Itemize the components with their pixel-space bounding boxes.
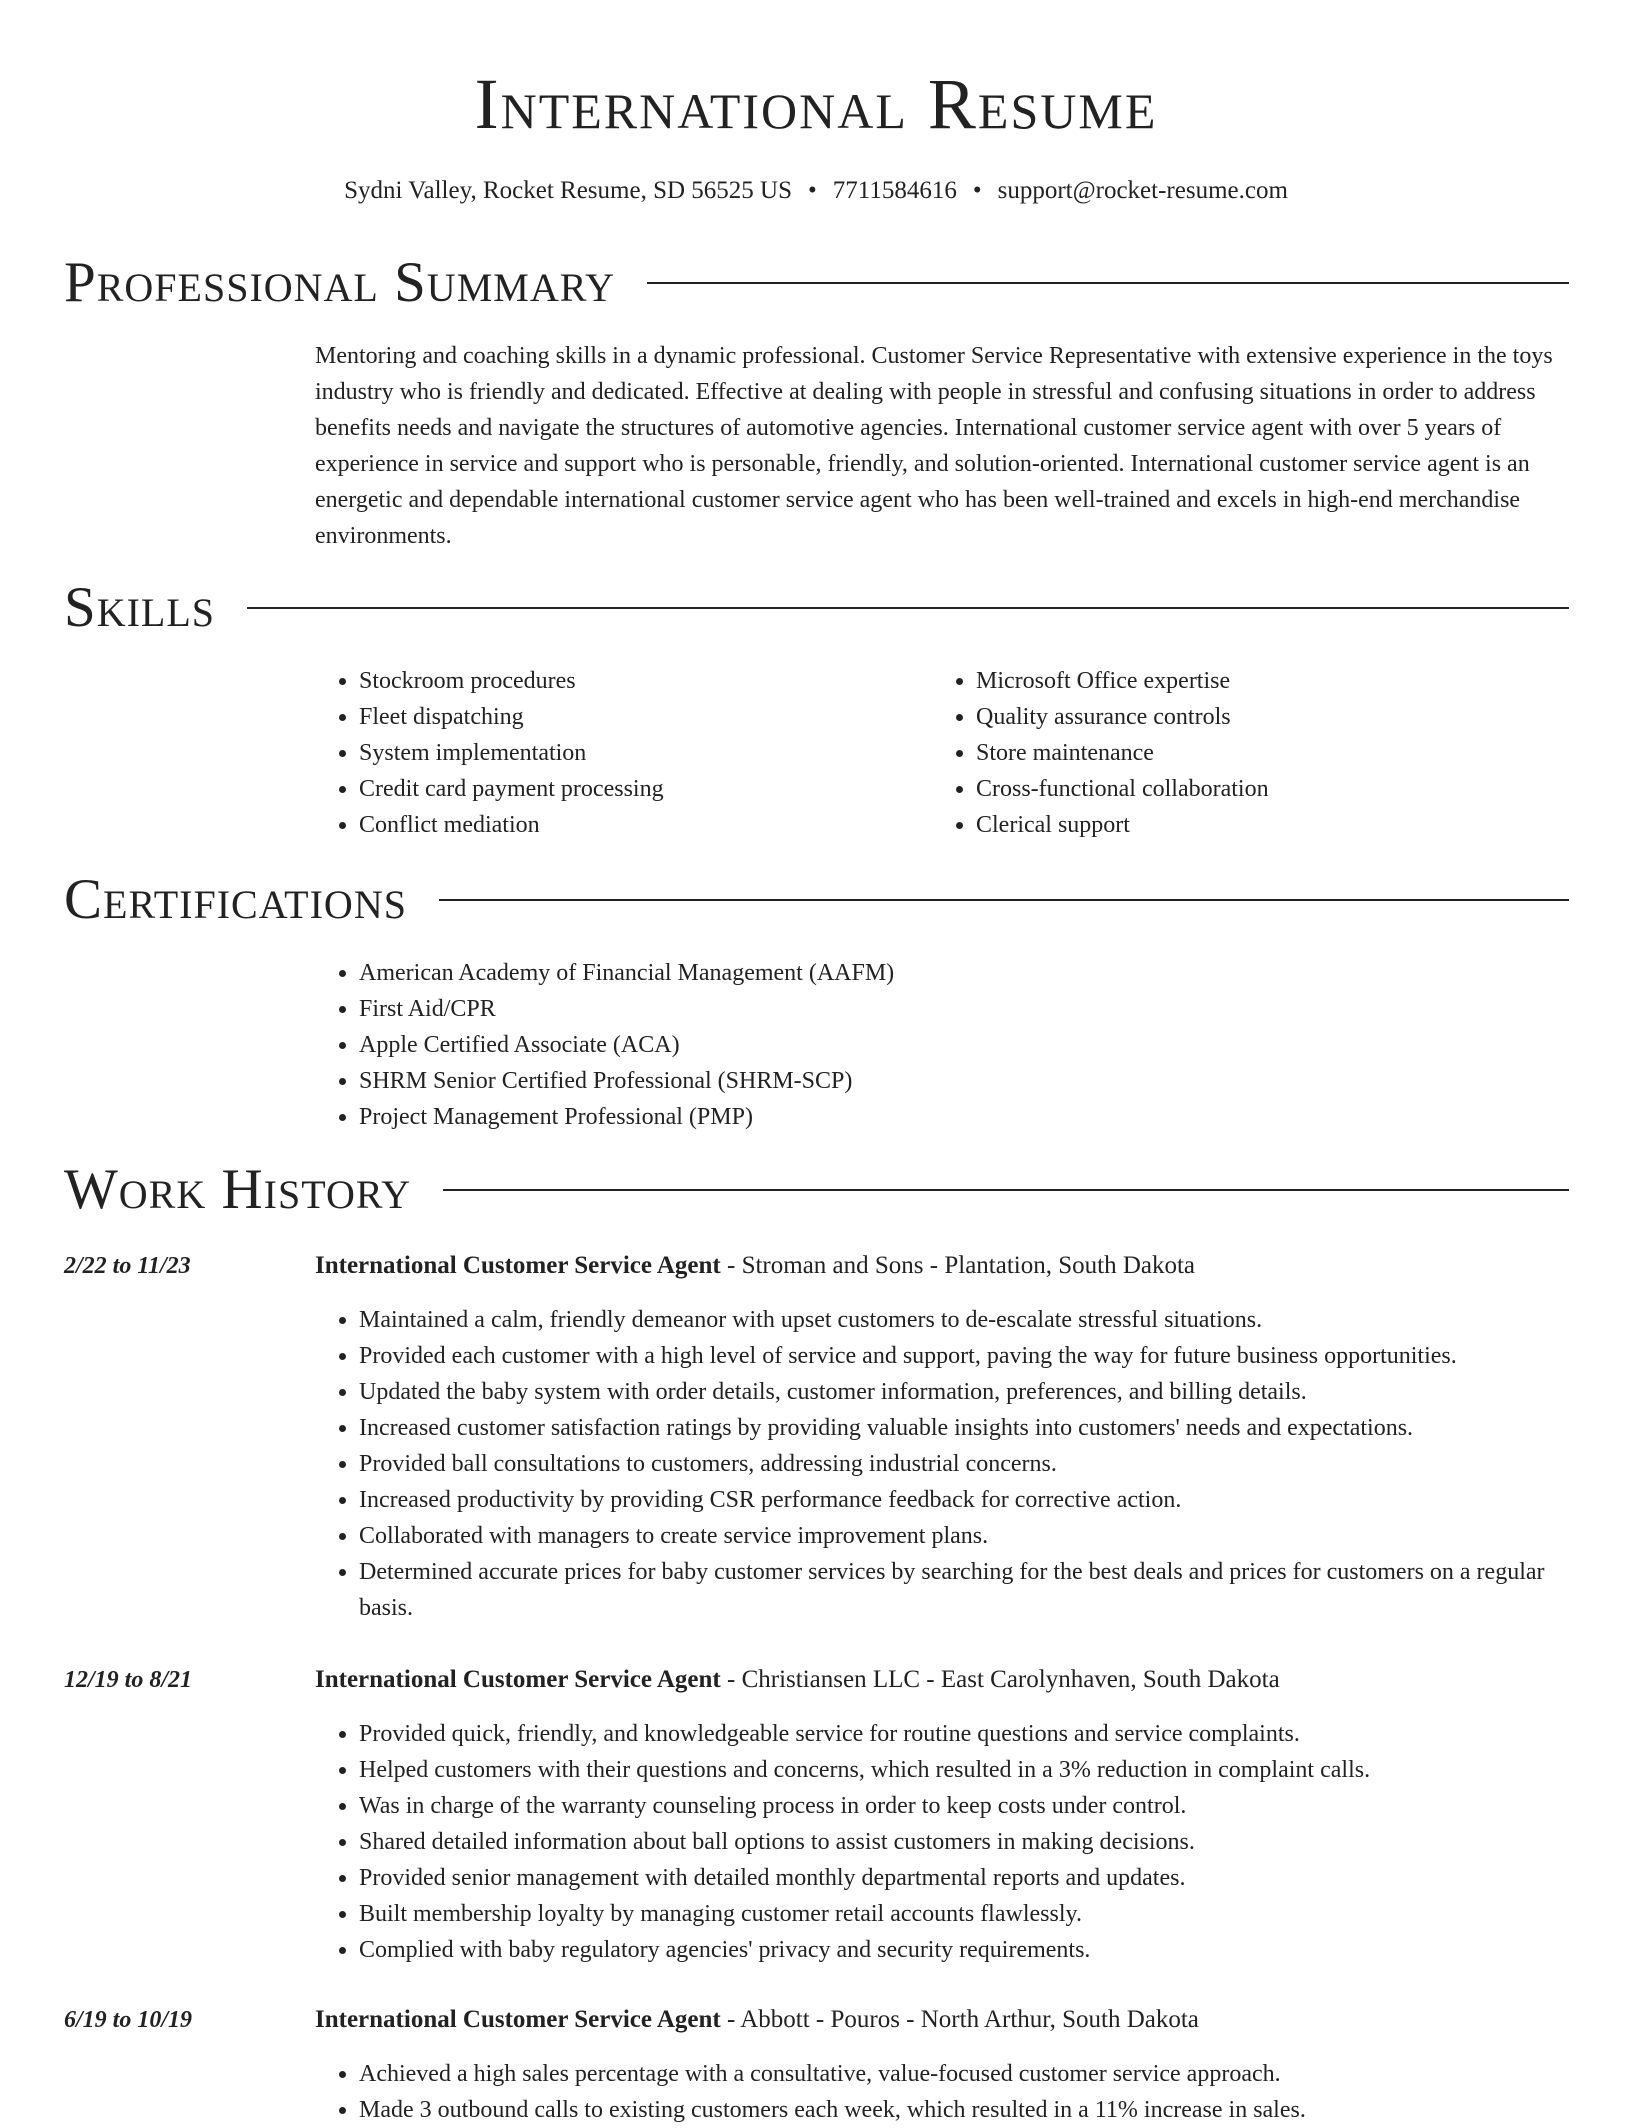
skill-item: • Store maintenance [976, 735, 1532, 771]
summary-text: Mentoring and coaching skills in a dynamic professional. Customer Service Representative with extensive experience in the toys industry who is friendly and dedicated. Effective at dealing with people in stressful and confusing situations in order to address benefits needs and navigate the structures of automotive agencies. International customer service agent with over 5 years of experience in service and support who is personable, friendly, and solution-oriented. International customer service agent is an energetic and dependable international customer service agent who has been well-trained and excels in high-end merchandise environments. [315, 343, 1553, 549]
certifications-list [315, 955, 1569, 1135]
section-divider [647, 282, 1569, 284]
job-duties-list [315, 1302, 1569, 1626]
job-duty-item: • Collaborated with managers to create service improvement plans. [359, 1518, 1569, 1554]
certification-item: • First Aid/CPR [359, 991, 1569, 1027]
job-duty-item: • Maintained a calm, friendly demeanor with upset customers to de-escalate stressful situations. [359, 1302, 1569, 1338]
job-duties-list [315, 1716, 1569, 1968]
job-dates: 6/19 to 10/19 [64, 2007, 193, 2033]
job-header [315, 2002, 1199, 2038]
job-title: International Customer Service Agent [315, 1666, 721, 1693]
job-dates: 2/22 to 11/23 [64, 1253, 191, 1279]
skills-column-right [932, 663, 1532, 843]
skills-list-right [932, 663, 1532, 843]
skill-item: • Fleet dispatching [359, 699, 915, 735]
resume-title: International Resume [474, 64, 1158, 144]
job-duty-item: • Provided quick, friendly, and knowledgeable service for routine questions and service complaints. [359, 1716, 1569, 1752]
job-duty-item: • Built membership loyalty by managing customer retail accounts flawlessly. [359, 1896, 1569, 1932]
certification-item: • Apple Certified Associate (ACA) [359, 1027, 1569, 1063]
contact-line [0, 175, 1632, 207]
contact-separator: • [808, 177, 817, 204]
job-duty-item: • Increased productivity by providing CSR performance feedback for corrective action. [359, 1482, 1569, 1518]
job-duty-item: • Helped customers with their questions and concerns, which resulted in a 3% reduction in complaint calls. [359, 1752, 1569, 1788]
skills-section-header [64, 576, 1569, 640]
job-duty-item: • Was in charge of the warranty counseling process in order to keep costs under control. [359, 1788, 1569, 1824]
contact-email: support@rocket-resume.com [997, 177, 1288, 204]
job-duties [315, 2056, 1569, 2128]
certifications-block [315, 955, 1569, 1135]
contact-address: Sydni Valley, Rocket Resume, SD 56525 US [344, 177, 792, 204]
skill-item: • System implementation [359, 735, 915, 771]
skills-column-left [315, 663, 915, 843]
job-title: International Customer Service Agent [315, 2006, 721, 2033]
job-duties [315, 1302, 1569, 1626]
job-duty-item: • Determined accurate prices for baby customer services by searching for the best deals and prices for customers on a regular basis. [359, 1554, 1569, 1626]
job-duty-item: • Provided each customer with a high level of service and support, paving the way for future business opportunities. [359, 1338, 1569, 1374]
skill-item: • Credit card payment processing [359, 771, 915, 807]
section-divider [439, 899, 1569, 901]
job-duties [315, 1716, 1569, 1968]
job-duty-item: • Updated the baby system with order details, customer information, preferences, and billing details. [359, 1374, 1569, 1410]
certification-item: • SHRM Senior Certified Professional (SHRM-SCP) [359, 1063, 1569, 1099]
contact-separator: • [972, 177, 982, 204]
certifications-heading: Certifications [64, 868, 407, 931]
job-details: - Christiansen LLC - East Carolynhaven, South Dakota [720, 1666, 1280, 1693]
job-duty-item: • Achieved a high sales percentage with a consultative, value-focused customer service approach. [359, 2056, 1569, 2092]
skill-item: • Cross-functional collaboration [976, 771, 1532, 807]
job-dates: 12/19 to 8/21 [64, 1667, 193, 1693]
job-header [315, 1248, 1195, 1284]
section-divider [247, 607, 1569, 609]
job-title: International Customer Service Agent [315, 1252, 721, 1279]
job-header [315, 1662, 1280, 1698]
skills-heading: Skills [64, 576, 216, 639]
job-duty-item: • Provided senior management with detailed monthly departmental reports and updates. [359, 1860, 1569, 1896]
job-duty-item: • Shared detailed information about ball options to assist customers in making decisions. [359, 1824, 1569, 1860]
job-duty-item: • Increased customer satisfaction ratings by providing valuable insights into customers' needs and expectations. [359, 1410, 1569, 1446]
certification-item: • American Academy of Financial Management (AAFM) [359, 955, 1569, 991]
job-duties-list [315, 2056, 1569, 2128]
skills-list-left [315, 663, 915, 843]
contact-phone: 7711584616 [832, 177, 957, 204]
skill-item: • Quality assurance controls [976, 699, 1532, 735]
skill-item: • Conflict mediation [359, 807, 915, 843]
summary-section-header [64, 251, 1569, 315]
job-details: - Stroman and Sons - Plantation, South Dakota [720, 1252, 1196, 1279]
work-history-heading: Work History [64, 1158, 412, 1221]
certification-item: • Project Management Professional (PMP) [359, 1099, 1569, 1135]
summary-heading: Professional Summary [64, 251, 616, 314]
certifications-section-header [64, 868, 1569, 932]
work-history-section-header [64, 1158, 1569, 1222]
skill-item: • Clerical support [976, 807, 1532, 843]
skill-item: • Microsoft Office expertise [976, 663, 1532, 699]
section-divider [443, 1189, 1569, 1191]
job-duty-item: • Complied with baby regulatory agencies' privacy and security requirements. [359, 1932, 1569, 1968]
skill-item: • Stockroom procedures [359, 663, 915, 699]
job-duty-item: • Made 3 outbound calls to existing customers each week, which resulted in a 11% increase in sales. [359, 2092, 1569, 2128]
job-duty-item: • Provided ball consultations to customers, addressing industrial concerns. [359, 1446, 1569, 1482]
job-details: - Abbott - Pouros - North Arthur, South Dakota [720, 2006, 1199, 2033]
